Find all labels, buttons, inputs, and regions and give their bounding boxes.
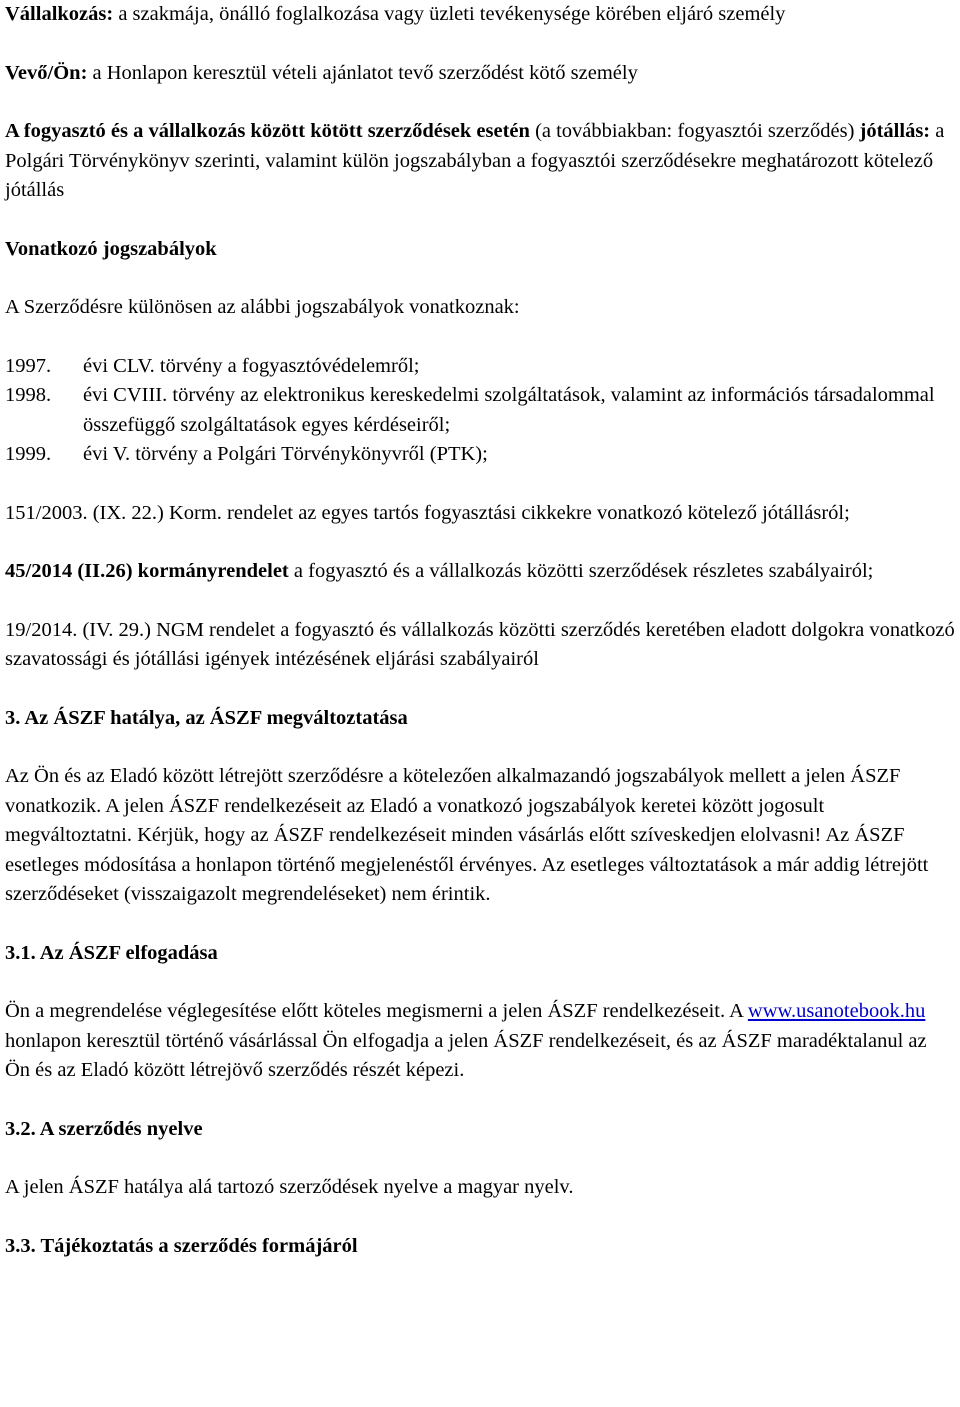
korm-rendelet: 151/2003. (IX. 22.) Korm. rendelet az egyes tartós fogyasztási cikkekre vonatkozó kötelező jótállásról; [5, 501, 850, 524]
term-text: a szakmája, önálló foglalkozása vagy üzleti tevékenysége körében eljáró személy [113, 3, 786, 25]
law-text: a fogyasztó és a vállalkozás közötti szerződések részletes szabályairól; [288, 560, 874, 582]
term-text: a Honlapon keresztül vételi ajánlatot tevő szerződést kötő személy [87, 61, 638, 84]
definition-vevo [5, 59, 955, 89]
section-3-2-heading: 3.2. A szerződés nyelve [5, 1117, 203, 1140]
definition-fogyaszto [5, 117, 955, 206]
section-3-1-heading: 3.1. Az ÁSZF elfogadása [5, 941, 218, 964]
law-text: évi CVIII. törvény az elektronikus kereskedelmi szolgáltatások, valamint az információs társadalommal összefüggő szolgáltatások egyes kérdéseiről; [83, 384, 935, 436]
law-year: 1998. [5, 384, 52, 406]
law-title: 45/2014 (II.26) kormányrendelet [5, 560, 289, 582]
law-text: évi V. törvény a Polgári Törvénykönyvről (PTK); [83, 443, 488, 465]
term-text: (a továbbiakban: fogyasztói szerződés) [529, 120, 860, 142]
document-page [5, 0, 955, 1261]
ngm-rendelet: 19/2014. (IV. 29.) NGM rendelet a fogyasztó és vállalkozás közötti szerződés keretében eladott dolgokra vonatkozó szavatossági és jótállási igények intézésének eljárási szabályairól [5, 618, 955, 670]
section-3-3-heading: 3.3. Tájékoztatás a szerződés formájáról [5, 1234, 358, 1257]
term: Vállalkozás: [5, 3, 114, 25]
text: Ön a megrendelése véglegesítése előtt köteles megismerni a jelen ÁSZF rendelkezéseit. A [5, 1000, 748, 1022]
term: Vevő/Ön: [5, 61, 88, 84]
laws-list [5, 352, 955, 470]
definition-vallalkozas [5, 0, 955, 30]
term: jótállás: [859, 120, 931, 142]
list-item [5, 352, 955, 382]
list-item [5, 440, 955, 470]
text: honlapon keresztül történő vásárlással Ön elfogadja a jelen ÁSZF rendelkezéseit, és az ÁSZF maradéktalanul az Ön és az Eladó között létrejövő szerződés részét képezi. [5, 1029, 927, 1081]
term-text: a Polgári Törvénykönyv szerinti, valamint külön jogszabályban a fogyasztói szerződésekre meghatározott kötelező jótállás [5, 120, 945, 201]
section-3-heading: 3. Az ÁSZF hatálya, az ÁSZF megváltoztatása [5, 706, 408, 729]
term: A fogyasztó és a vállalkozás között kötött szerződések esetén [5, 120, 530, 142]
laws-intro: A Szerződésre különösen az alábbi jogszabályok vonatkoznak: [5, 296, 520, 318]
law-year: 1999. [5, 443, 52, 465]
law-year: 1997. [5, 354, 52, 377]
website-link[interactable]: www.usanotebook.hu [747, 1000, 926, 1022]
section-3-2-text: A jelen ÁSZF hatálya alá tartozó szerződések nyelve a magyar nyelv. [5, 1176, 574, 1198]
laws-heading: Vonatkozó jogszabályok [5, 237, 217, 260]
section-3-1-text [5, 997, 955, 1086]
law-text: évi CLV. törvény a fogyasztóvédelemről; [83, 354, 420, 377]
korm-rendelet-2 [5, 557, 955, 587]
list-item [5, 381, 955, 440]
section-3-text: Az Ön és az Eladó között létrejött szerződésre a kötelezően alkalmazandó jogszabályok mellett a jelen ÁSZF vonatkozik. A jelen ÁSZF rendelkezéseit az Eladó a vonatkozó jogszabályok keretei között jogosult megváltoztatni. Kérjük, hogy az ÁSZF rendelkezéseit minden vásárlás előtt szíveskedjen elolvasni! Az ÁSZF esetleges módosítása a honlapon történő megjelenéstől érvényes. Az esetleges változtatások a már addig létrejött szerződéseket (visszaigazolt megrendeléseket) nem érintik. [5, 765, 929, 905]
